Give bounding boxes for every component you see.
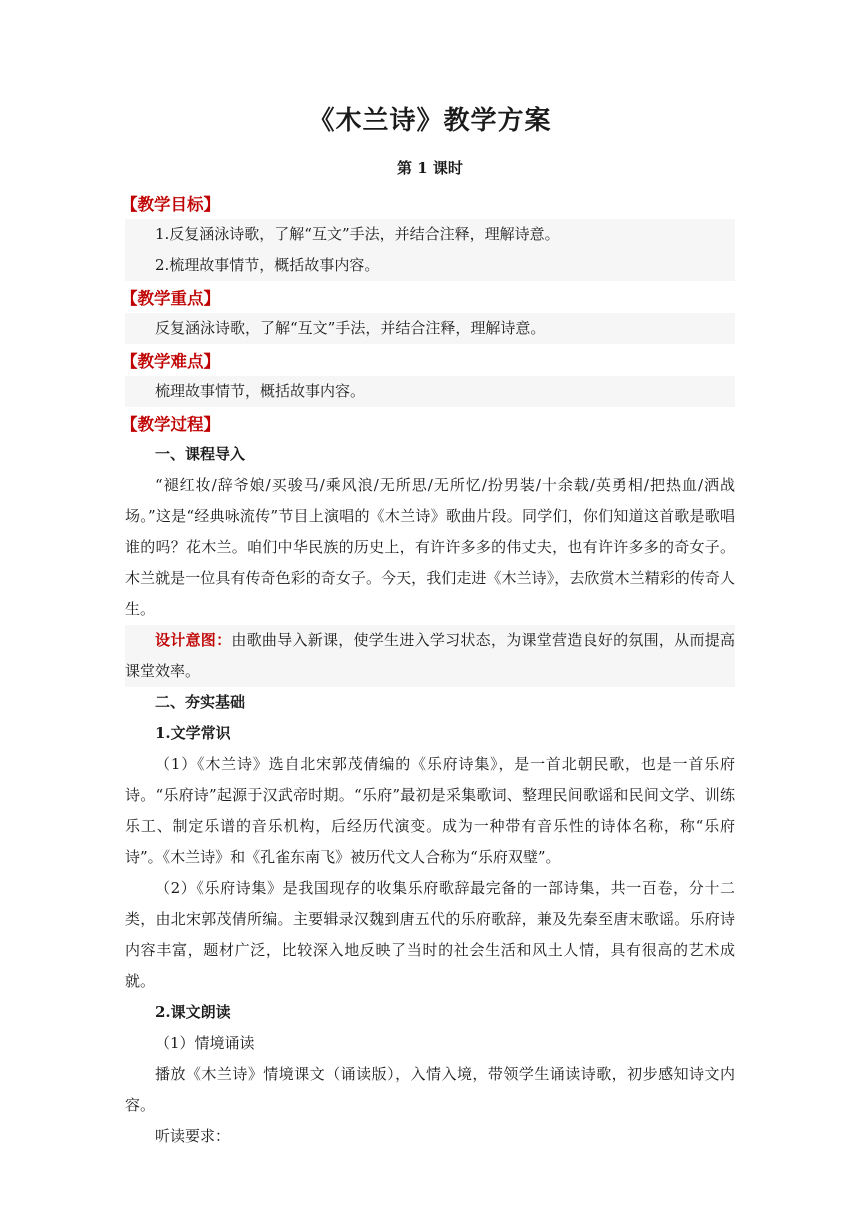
lesson-number: 第 1 课时 (397, 159, 463, 177)
goal-item: 1.反复涵泳诗歌，了解“互文”手法，并结合注释，理解诗意。 (155, 225, 560, 243)
difficulty-text: 梳理故事情节，概括故事内容。 (125, 376, 735, 407)
literary-knowledge-p1: （1）《木兰诗》选自北宋郭茂倩编的《乐府诗集》，是一首北朝民歌，也是一首乐府诗。“乐府诗”起源于汉武帝时期。“乐府”最初是采集歌词、整理民间歌谣和民间文学、训练乐工、制定乐谱的音乐机构，后经历代演变。成为一种带有音乐性的诗体名称，称“乐府诗”。《木兰诗》和《孔雀东南飞》被历代文人合称为“乐府双璧”。 (125, 755, 735, 866)
page-title: 《木兰诗》教学方案 (308, 106, 552, 136)
key-points-text: 反复涵泳诗歌，了解“互文”手法，并结合注释，理解诗意。 (125, 313, 735, 344)
goals-list (125, 219, 735, 281)
goal-item: 2.梳理故事情节，概括故事内容。 (155, 256, 380, 274)
difficulty-heading: 【教学难点】 (121, 352, 220, 371)
section-intro-text: “褪红妆/辞爷娘/买骏马/乘风浪/无所思/无所忆/扮男装/十余载/英勇相/把热血/洒战场。”这是“经典咏流传”节目上演唱的《木兰诗》歌曲片段。同学们，你们知道这首歌是歌唱谁的吗？花木兰。咱们中华民族的历史上，有许许多多的伟丈夫，也有许许多多的奇女子。木兰就是一位具有传奇色彩的奇女子。今天，我们走进《木兰诗》，去欣赏木兰精彩的传奇人生。 (125, 476, 735, 618)
document-body (121, 187, 735, 1152)
listening-requirements: 听读要求： (155, 1127, 231, 1145)
design-intent-label: 设计意图： (155, 631, 232, 649)
design-intent-text: 由歌曲导入新课，使学生进入学习状态，为课堂营造良好的氛围，从而提高课堂效率。 (125, 631, 735, 680)
goals-heading: 【教学目标】 (121, 195, 220, 214)
reading-title: 2.课文朗读 (155, 1003, 231, 1021)
section-intro-title: 一、课程导入 (155, 445, 246, 463)
process-heading: 【教学过程】 (121, 415, 220, 434)
reading-text: 播放《木兰诗》情境课文（诵读版），入情入境，带领学生诵读诗歌，初步感知诗文内容。 (125, 1065, 735, 1114)
key-points-heading: 【教学重点】 (121, 289, 220, 308)
reading-subtitle: （1）情境诵读 (155, 1034, 255, 1052)
design-intent (125, 625, 735, 687)
section-basics-title: 二、夯实基础 (155, 693, 246, 711)
literary-knowledge-title: 1.文学常识 (155, 724, 231, 742)
literary-knowledge-p2: （2）《乐府诗集》是我国现存的收集乐府歌辞最完备的一部诗集，共一百卷，分十二类，由北宋郭茂倩所编。主要辑录汉魏到唐五代的乐府歌辞，兼及先秦至唐末歌谣。乐府诗内容丰富，题材广泛，比较深入地反映了当时的社会生活和风土人情，具有很高的艺术成就。 (125, 879, 735, 990)
